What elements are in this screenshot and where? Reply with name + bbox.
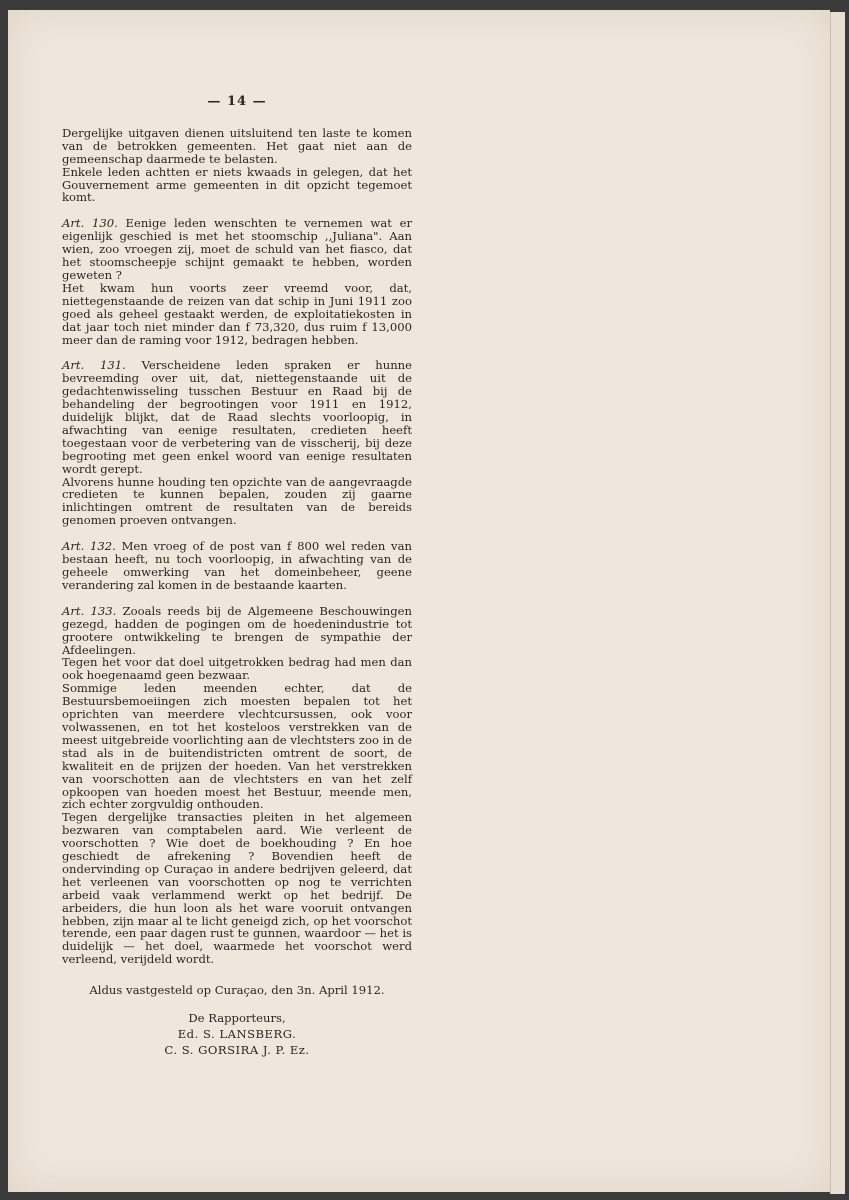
paragraph: Sommige leden meenden echter, dat de Bestuursbemoeiingen zich moesten bepalen tot het oprichten van meerdere vlechtcursussen, ook voor volwassenen, en tot het kosteloos verstrekken van de meest uitgebreide voorlichting aan de vlechtsters zoo in de stad als in de buitendistricten omtrent de soort, de kwaliteit en de prijzen der hoeden. Van het verstrekken van voorschotten aan de vlechtsters en van het zelf opkoopen van hoeden moest het Bestuur, meende men, zich echter zorgvuldig onthouden. <box>62 681 412 812</box>
paragraph: Tegen dergelijke transacties pleiten in het algemeen bezwaren van comptabelen aard. Wie verleent de voorschotten ? Wie doet de boekhouding ? En hoe geschiedt de afrekening ? Bovendien heeft de ondervinding op Curaçao in andere bedrijven geleerd, dat het verleenen van voorschotten op nog te verrichten arbeid vaak verlammend werkt op het bedrijf. De arbeiders, die hun loon als het ware vooruit ontvangen hebben, zijn maar al te licht geneigd zich, op het voorschot terende, een paar dagen rust te gunnen, waardoor — het is duidelijk — het doel, waarmede het voorschot werd verleend, verijdeld wordt. <box>62 810 412 967</box>
document-text <box>62 96 412 1058</box>
paragraph: Alvorens hunne houding ten opzichte van de aangevraagde credieten te kunnen bepalen, zouden zij gaarne inlichtingen omtrent de resultaten van de bereids genomen proeven ontvangen. <box>62 474 412 528</box>
page-number: — 14 — <box>207 94 267 109</box>
article-label: Art. 132. <box>62 539 116 554</box>
signatory-lansberg: Ed. S. LANSBERG. <box>177 1027 297 1042</box>
closing-block <box>62 982 412 1058</box>
article-text: Eenige leden wenschten te vernemen wat er eigenlijk geschied is met het stoomschip ,,Juliana". Aan wien, zoo vroegen zij, moet de schuld van het fiasco, dat het stoomscheepje schijnt gemaakt te hebben, worden geweten ? <box>62 216 412 282</box>
paragraph <box>62 217 412 282</box>
article-label: Art. 130. <box>62 216 118 231</box>
article-label: Art. 133. <box>62 603 117 618</box>
article-130 <box>62 217 412 346</box>
article-text: Verscheidene leden spraken er hunne bevreemding over uit, dat, niettegenstaande uit de gedachtenwisseling tusschen Bestuur en Raad bij de behandeling der begrootingen voor 1911 en 1912, duidelijk blijkt, dat de Raad slechts voorloopig, in afwachting van eenige resultaten, credieten heeft toegestaan voor de verbetering van de visscherij, bij deze begrooting met geen enkel woord van eenige resultaten wordt gerept. <box>62 358 412 476</box>
article-133 <box>62 605 412 966</box>
adoption-line: Aldus vastgesteld op Curaçao, den 3n. April 1912. <box>89 983 385 998</box>
article-label: Art. 131. <box>62 358 126 373</box>
paragraph: Tegen het voor dat doel uitgetrokken bedrag had men dan ook hoegenaamd geen bezwaar. <box>62 655 412 683</box>
paragraph <box>62 605 412 657</box>
paragraph <box>62 359 412 475</box>
paragraph: Het kwam hun voorts zeer vreemd voor, dat, niettegenstaande de reizen van dat schip in Juni 1911 zoo goed als geheel gestaakt werden, de exploitatiekosten in dat jaar toch niet minder dan f 73,320, dus ruim f 13,000 meer dan de raming voor 1912, bedragen hebben. <box>62 280 412 347</box>
paragraph <box>62 540 412 592</box>
paragraph: Dergelijke uitgaven dienen uitsluitend ten laste te komen van de betrokken gemeenten. Het gaat niet aan de gemeenschap daarmede te belasten. <box>62 125 412 166</box>
article-text: Zooals reeds bij de Algemeene Beschouwingen gezegd, hadden de pogingen om de hoedenindustrie tot grootere ontwikkeling te brengen de sympathie der Afdeelingen. <box>62 603 413 657</box>
rapporteurs-label: De Rapporteurs, <box>188 1011 286 1026</box>
intro-paragraphs <box>62 127 412 204</box>
paragraph: Enkele leden achtten er niets kwaads in gelegen, dat het Gouvernement arme gemeenten in dit opzicht tegemoet komt. <box>62 164 412 205</box>
article-132 <box>62 540 412 592</box>
signatory-gorsira: C. S. GORSIRA J. P. Ez. <box>164 1043 310 1058</box>
next-page-edge <box>830 12 845 1194</box>
article-text: Men vroeg of de post van f 800 wel reden van bestaan heeft, nu toch voorloopig, in afwachting van de geheele omwerking van het domeinbeheer, geene verandering zal komen in de bestaande kaarten. <box>62 539 412 592</box>
article-131 <box>62 359 412 527</box>
